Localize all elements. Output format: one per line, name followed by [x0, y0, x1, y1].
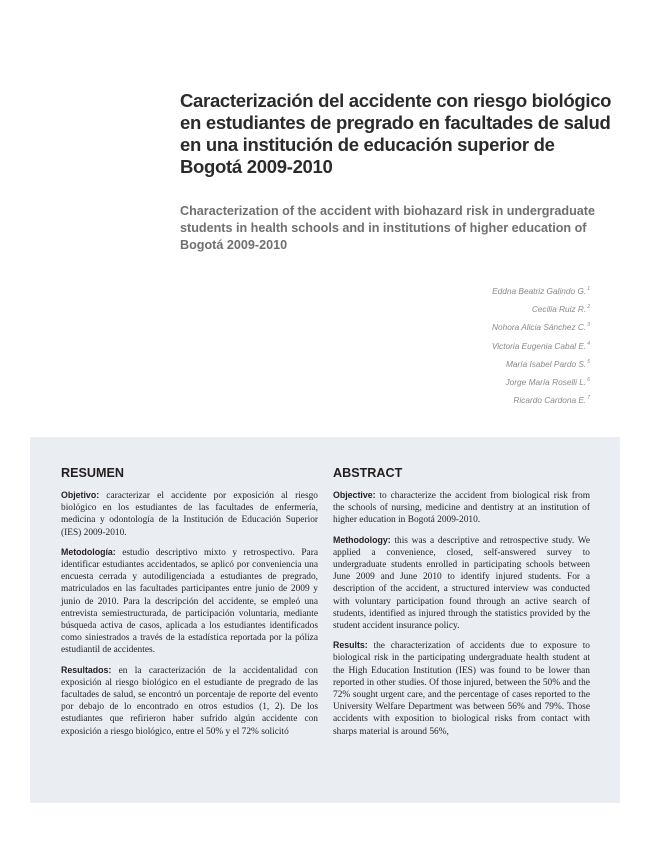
author-list [492, 280, 590, 407]
author-item [492, 389, 590, 407]
article-title-spanish: Caracterización del accidente con riesgo biológico en estudiantes de pregrado en facultades de salud en una institución de educación superior de Bogotá 2009-2010 [180, 90, 612, 177]
abstract-column [333, 465, 590, 745]
abstract-heading: ABSTRACT [333, 466, 403, 480]
resumen-column [61, 465, 318, 745]
paragraph-label: Objetivo: [61, 490, 100, 500]
paragraph-label: Methodology: [333, 534, 391, 545]
author-name: Victoria Eugenia Cabal E. [491, 340, 587, 351]
resumen-methodology [61, 546, 318, 657]
author-item [492, 335, 590, 353]
affiliation-mark: 6 [587, 376, 590, 383]
resumen-heading: RESUMEN [61, 466, 124, 480]
abstract-panel [30, 437, 620, 803]
author-item [492, 353, 590, 371]
author-item [492, 371, 590, 389]
abstract-results [333, 639, 590, 738]
paragraph-text: this was a descriptive and retrospective study. We applied a convenience, closed, self-answered survey to undergraduate students enrolled in participating schools between June 2009 and June 2010 to identify injured students. For a description of the accident, a structured interview was conducted with voluntary participation found through an active search of students, identified as injured through the statistics provided by the student accident insurance policy. [333, 535, 590, 632]
resumen-results [61, 664, 318, 738]
abstract-objective [333, 489, 590, 527]
abstract-methodology [333, 534, 590, 633]
paragraph-label: Resultados: [61, 664, 112, 675]
paragraph-text: the characterization of accidents due to exposure to biological risk in the participating undergraduate health student at the High Education Institution (IES) was found to be lower than reported in other studies. Of those injured, between the 50% and the 72% sought urgent care, and the percentage of cases reported to the University Welfare Department was between 56% and 79%. Those accidents with exposition to biological risks from contact with sharps material is around 56%, [333, 641, 590, 737]
author-name: Ricardo Cardona E. [513, 394, 587, 405]
paragraph-label: Objective: [333, 490, 376, 500]
paragraph-text: caracterizar el accidente por exposición al riesgo biológico en los estudiantes de las facultades de enfermería, medicina y odontología de la Institución de Educación Superior (IES) 2009-2010. [61, 491, 318, 538]
paragraph-label: Metodología: [61, 546, 116, 557]
paragraph-text: en la caracterización de la accidentalidad con exposición al riesgo biológico en el estudiante de pregrado de las facultades de salud, se encontró un porcentaje de reporte del evento por debajo de lo encontrado en otros estudios (1, 2). De los estudiantes que refirieron haber sufrido algún accidente con exposición a riesgo biológico, entre el 50% y el 72% solicitó [61, 665, 318, 737]
resumen-objective [61, 489, 318, 539]
paragraph-text: to characterize the accident from biological risk from the schools of nursing, medicine and dentistry at an institution of higher education in Bogotá 2009-2010. [333, 491, 590, 526]
affiliation-mark: 7 [587, 395, 590, 402]
author-name: Cecilia Ruiz R. [531, 303, 587, 314]
affiliation-mark: 5 [587, 358, 590, 365]
author-name: Jorge María Roselli L. [505, 376, 587, 387]
author-item [492, 280, 590, 298]
affiliation-mark: 3 [587, 322, 590, 329]
author-item [492, 316, 590, 334]
article-title-english: Characterization of the accident with biohazard risk in undergraduate students in health schools and in institutions of higher education of Bogotá 2009-2010 [180, 204, 595, 252]
paragraph-label: Results: [333, 640, 368, 651]
affiliation-mark: 2 [587, 304, 590, 311]
paragraph-text: estudio descriptivo mixto y retrospectivo. Para identificar estudiantes accidentados, se aplicó por conveniencia una encuesta cerrada y autodiligenciada a estudiantes de pregrado, matriculados en las facultades participantes entre junio de 2009 y junio de 2010. Para la descripción del accidente, se empleó una entrevista semiestructurada, de participación voluntaria, mediante búsqueda activa de casos, aplicada a los estudiantes identificados como siniestrados a través de la estadística reportada por la póliza estudiantil de accidentes. [61, 547, 318, 656]
author-item [492, 298, 590, 316]
affiliation-mark: 4 [587, 340, 590, 347]
author-name: María Isabel Pardo S. [505, 358, 587, 369]
author-name: Nohora Alicia Sánchez C. [491, 322, 587, 333]
author-name: Eddna Beatriz Galindo G. [492, 285, 587, 296]
affiliation-mark: 1 [587, 286, 590, 292]
